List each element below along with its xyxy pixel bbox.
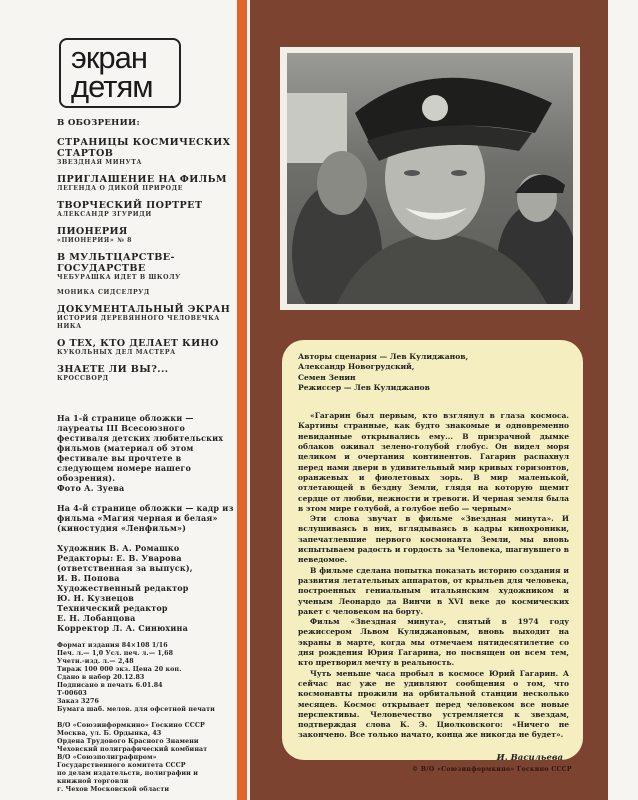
toc-item	[57, 252, 237, 282]
toc-item-subtitle: АЛЕКСАНДР ЗГУРИДИ	[57, 211, 152, 218]
cover-note-front-text: На 1-й странице обложки — лауреаты III Всесоюзного фестиваля детских любительских фильмов (материал об этом фестивале вы прочтете в следующем номере нашего обозрения).	[57, 413, 224, 483]
article-paragraph: «Гагарин был первым, кто взглянул в глаза космоса. Картины странные, как будто знакомые и одновременно невиданные открывались ему... В призрачной дымке облаков оживал зелено-голубой глобус. Он видел моря целиком и очертания континентов. Гагарин распахнул перед нами двери в удивительный мир кривых горизонтов, оранжевых и фиолетовых зорь. В мир маленькой, отлетающей в бездну Земли, глядя на которую щемит сердце от любви, нежности и тревоги. И черная земля была в этом мире голубой, а голубое небо — черным»	[298, 411, 569, 513]
cover-note-front	[57, 413, 237, 493]
article-body	[298, 411, 569, 741]
toc-item	[57, 226, 237, 245]
publisher-line: Москва, ул. Б. Ордынка, 43	[57, 730, 162, 737]
toc-item-title: ТВОРЧЕСКИЙ ПОРТРЕТ	[57, 200, 203, 211]
toc-item-subtitle: КРОССВОРД	[57, 375, 109, 382]
credit-line: Авторы сценария — Лев Кулиджанов,	[298, 352, 469, 361]
imprint-line: Бумага шаб. мелов. для офсетной печати	[57, 706, 215, 713]
article-paragraph: Чуть меньше часа пробыл в космосе Юрий Гагарин. А сейчас нас уже не удивляют сообщения о том, что космонавты прожили на орбитальной станции несколько месяцев. Космос открывает перед человеком все новые перспективы. Человечество устремляется к звездам, подтверждая слова К. Э. Циолковского: «Ничего не закончено. Все только начато, конца же никогда не будет».	[298, 668, 569, 740]
imprint-line: Формат издания 84×108 1/16	[57, 642, 168, 649]
imprint-line: Сдано в набор 20.12.83	[57, 674, 145, 681]
toc-item	[57, 200, 237, 219]
imprint-line: Заказ 3276	[57, 698, 99, 705]
staff-line: (ответственная за выпуск),	[57, 563, 193, 573]
toc-item	[57, 364, 237, 383]
toc-item	[57, 338, 237, 357]
film-credits	[298, 352, 569, 393]
staff-line: Корректор Л. А. Синюхина	[57, 623, 188, 633]
staff-line: И. В. Попова	[57, 573, 120, 583]
toc-heading: В ОБОЗРЕНИИ:	[57, 118, 140, 128]
staff-line: Художественный редактор	[57, 583, 189, 593]
toc-item	[57, 174, 237, 193]
copyright: © В/О «Союзинформкино» Госкино СССР	[412, 766, 572, 773]
publisher-line: Государственного комитета СССР	[57, 762, 186, 769]
staff-line: Технический редактор	[57, 603, 168, 613]
toc-item	[57, 289, 237, 297]
toc-item-title: О ТЕХ, КТО ДЕЛАЕТ КИНО	[57, 338, 219, 349]
toc-item	[57, 137, 237, 167]
staff-line: Художник В. А. Ромашко	[57, 543, 180, 553]
toc-item-subtitle: ЛЕГЕНДА О ДИКОЙ ПРИРОДЕ	[57, 185, 184, 192]
photo-credit: Фото А. Зуева	[57, 483, 125, 493]
publisher-line: г. Чехов Московской области	[57, 786, 170, 793]
staff-line: Ю. Н. Кузнецов	[57, 593, 135, 603]
toc-item-subtitle: КУКОЛЬНЫХ ДЕЛ МАСТЕРА	[57, 349, 176, 356]
imprint-line: Подписано в печать 6.01.84	[57, 682, 163, 689]
article-paragraph: Фильм «Звездная минута», снятый в 1974 году режиссером Львом Кулиджановым, вновь выходит на экраны в марте, когда мы отмечаем пятидесятилетие со дня рождения Юрия Гагарина, но посвящен он всем тем, кто претворил мечту в реальность.	[298, 617, 569, 668]
article-paragraph: В фильме сделана попытка показать историю создания и развития летательных аппаратов, от крыльев для человека, построенных гениальным итальянским художником и ученым Леонардо да Винчи в XVI веке до космических ракет с человеком на борту.	[298, 565, 569, 616]
credit-line: Режиссер — Лев Кулиджанов	[298, 382, 430, 392]
article-paragraph: Эти слова звучат в фильме «Звездная минута». И вслушиваясь в них, вглядываясь в кадры кинохроники, запечатлевшие первого космонавта Земли, мы вновь испытываем радость и гордость за Человека, шагнувшего в неведомое.	[298, 514, 569, 565]
article-card	[282, 340, 583, 763]
toc-item-title: В МУЛЬТЦАРСТВЕ-ГОСУДАРСТВЕ	[57, 252, 175, 274]
imprint	[57, 642, 237, 714]
gagarin-photo	[287, 53, 573, 304]
publisher-line: по делам издательств, полиграфии и	[57, 770, 199, 777]
publisher-line: Ордена Трудового Красного Знамени	[57, 738, 199, 745]
publisher-line: В/О «Союзполиграфпром»	[57, 754, 157, 761]
toc-item-subtitle: ЗВЕЗДНАЯ МИНУТА	[57, 159, 143, 166]
toc-item-title: ДОКУМЕНТАЛЬНЫЙ ЭКРАН	[57, 304, 231, 315]
imprint-line: Печ. л.— 1,0 Усл. печ. л.— 1,68	[57, 650, 174, 657]
magazine-logo	[59, 38, 181, 108]
toc-item-title: СТРАНИЦЫ КОСМИЧЕСКИХ СТАРТОВ	[57, 137, 231, 159]
photo-frame	[280, 47, 580, 310]
publisher-line: В/О «Союзинформкино» Госкино СССР	[57, 722, 205, 729]
staff-list	[57, 543, 237, 633]
credit-line: Александр Новогрудский,	[298, 362, 415, 372]
staff-line: Редакторы: Е. В. Уварова	[57, 553, 182, 563]
toc-item-subtitle: ИСТОРИЯ ДЕРЕВЯННОГО ЧЕЛОВЕЧКА НИКА	[57, 315, 220, 330]
imprint-line: Т-00603	[57, 690, 87, 697]
imprint-line: Учетн.-изд. л.— 2,48	[57, 658, 134, 665]
toc-item-title: ЗНАЕТЕ ЛИ ВЫ?...	[57, 364, 169, 375]
publisher-line: Чеховский полиграфический комбинат	[57, 746, 208, 753]
publisher-line: книжной торговли	[57, 778, 129, 785]
article-author: И. Васильева	[496, 752, 563, 763]
table-of-contents	[57, 118, 237, 383]
logo-line-2: детям	[71, 69, 153, 104]
publisher-info	[57, 722, 237, 794]
credit-line: Семен Зенин	[298, 372, 356, 382]
orange-stripe	[237, 0, 247, 800]
logo-line-1: экран	[71, 40, 147, 75]
imprint-line: Тираж 100 000 экз. Цена 20 коп.	[57, 666, 182, 673]
portrait-illustration	[287, 53, 573, 304]
toc-item	[57, 304, 237, 331]
toc-item-subtitle: ЧЕБУРАШКА ИДЕТ В ШКОЛУ	[57, 274, 181, 281]
toc-item-title: ПИОНЕРИЯ	[57, 226, 128, 237]
toc-item-title: ПРИГЛАШЕНИЕ НА ФИЛЬМ	[57, 174, 227, 185]
toc-item-subtitle: МОНИКА СИДСЕЛРУД	[57, 289, 150, 296]
toc-item-subtitle: «ПИОНЕРИЯ» № 8	[57, 237, 133, 244]
staff-line: Е. Н. Лобанцова	[57, 613, 136, 623]
cover-note-back: На 4-й странице обложки — кадр из фильма «Магия черная и белая» (киностудия «Ленфильм»)	[57, 503, 234, 533]
left-column	[57, 38, 237, 794]
